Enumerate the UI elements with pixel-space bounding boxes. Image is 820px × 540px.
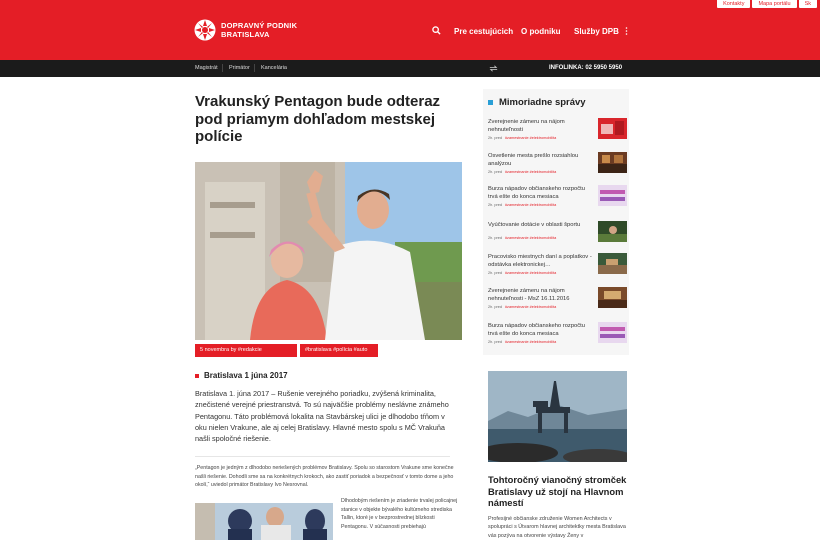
dateline-text: Bratislava 1 júna 2017 — [204, 371, 288, 380]
logo-line-1: DOPRAVNÝ PODNIK — [221, 21, 298, 30]
news-item-meta: 2h. pred #zamestnanie #elektromobilita — [488, 271, 557, 275]
article-main-photo — [195, 162, 462, 340]
breadcrumb-item-primator[interactable]: Primátor — [229, 65, 250, 71]
main-nav — [0, 24, 820, 38]
nav-item-services[interactable]: Služby DPB — [574, 27, 619, 36]
news-item[interactable] — [488, 221, 628, 251]
news-item-title[interactable]: Zverejnenie zámeru na nájom nehnuteľnosti — [488, 119, 565, 134]
article-inline-photo — [195, 503, 333, 540]
search-icon[interactable] — [432, 26, 441, 35]
news-item-title[interactable]: Zverejnenie zámeru na nájom nehnuteľnosti - MsZ 16.11.2016 — [488, 288, 570, 303]
news-item-title[interactable]: Vyúčtovanie dotácie v oblasti športu — [488, 222, 581, 228]
news-item-meta: 2h. pred #zamestnanie #elektromobilita — [488, 170, 557, 174]
article-category-tags[interactable]: #bratislava #polícia #auto #služby — [300, 344, 378, 357]
heading-marker — [488, 100, 493, 105]
article-dateline — [195, 371, 288, 380]
divider — [195, 456, 450, 457]
breadcrumb-bar — [0, 60, 820, 77]
infoline-phone[interactable]: INFOLINKA: 02 5950 5950 — [549, 65, 623, 71]
nav-item-passengers[interactable]: Pre cestujúcich — [454, 27, 514, 36]
news-item-thumbnail[interactable] — [598, 287, 627, 308]
news-item[interactable] — [488, 152, 628, 182]
news-item[interactable] — [488, 287, 628, 317]
top-links — [717, 0, 817, 8]
news-item[interactable] — [488, 118, 628, 148]
top-link-contacts[interactable]: Kontakty — [717, 0, 750, 8]
nav-item-about[interactable]: O podniku — [521, 27, 561, 36]
article-body-text: Dlhodobým riešením je zriadenie trvalej policajnej stanice v objekte bývalého kultúrneho strediska Tallin, ktoré je v bezprostrednej blízkosti Pentagonu. V súčasnosti prebiehajú — [341, 498, 458, 530]
article-lead: Bratislava 1. júna 2017 – Rušenie verejného poriadku, zvýšená kriminalita, znečistené verejné priestranstvá. To sú najväčšie problémy neslávne známeho Pentagonu. Táto problémová lokalita na Stavbárskej ulici je dlhodobo tŕňom v oku nielen Vrakune, ale aj celej Bratislavy. Hlavné mesto spolu s MČ Vrakuňa našli spoločné riešenie. — [195, 389, 449, 444]
news-item-title[interactable]: Burza nápadov občianskeho rozpočtu trvá ešte do konca mesiaca — [488, 323, 586, 338]
news-item[interactable] — [488, 185, 628, 215]
breadcrumb-item-magistrat[interactable]: Magistrát — [195, 65, 218, 71]
breadcrumb-item-kancelaria[interactable]: Kancelária — [261, 65, 287, 71]
article-quote: „Pentagon je jedným z dlhodobo neriešených problémov Bratislavy. Spolu so starostom Vrakune sme konečne našli riešenie. Dohodli sme sa na konkrétnych krokoch, ako zastiť poriadok a bezpečnosť v tomto dome a jeho okolí,“ uviedol primátor Bratislavy Ivo Nesrovnal. — [195, 465, 454, 488]
sidebar-heading-text: Mimoriadne správy — [499, 97, 586, 108]
article-title: Vrakunský Pentagon bude odteraz pod priamym dohľadom mestskej polície — [195, 93, 441, 145]
swap-arrows-icon[interactable] — [488, 63, 499, 74]
breadcrumb-separator — [254, 64, 255, 72]
news-item-thumbnail[interactable] — [598, 253, 627, 274]
featured-text: Profesijné občianske združenie Women Architects v spolupráci s Útvarom hlavnej architektky mesta Bratislava vás pozýva na otvorenie výstavy Ženy v — [488, 516, 626, 539]
news-item-title[interactable]: Osvetlenie mesta prešlo rozsiahlou analýzou — [488, 153, 579, 168]
news-item-meta: 2h. pred #zamestnanie #elektromobilita — [488, 236, 557, 240]
news-item-thumbnail[interactable] — [598, 152, 627, 173]
article-author-tag[interactable]: 5 novembra by #redakcie — [195, 344, 297, 357]
news-item-thumbnail[interactable] — [598, 322, 627, 343]
more-menu-icon[interactable] — [625, 27, 628, 35]
news-item-title[interactable]: Pracovisko miestnych daní a poplatkov - odstávka elektronickej… — [488, 254, 592, 269]
featured-photo[interactable] — [488, 371, 627, 462]
top-link-language[interactable]: Sk — [799, 0, 817, 8]
breadcrumb-separator — [222, 64, 223, 72]
news-item-meta: 2h. pred #zamestnanie #elektromobilita — [488, 305, 557, 309]
dateline-marker — [195, 374, 199, 378]
news-item[interactable] — [488, 322, 628, 352]
top-link-sitemap[interactable]: Mapa portálu — [752, 0, 796, 8]
news-item-meta: 2h. pred #zamestnanie #elektromobilita — [488, 136, 557, 140]
header-bar — [0, 0, 820, 60]
news-item[interactable] — [488, 253, 628, 283]
news-item-meta: 2h. pred #zamestnanie #elektromobilita — [488, 203, 557, 207]
news-item-thumbnail[interactable] — [598, 118, 627, 139]
logo-line-2: BRATISLAVA — [221, 30, 270, 39]
news-item-thumbnail[interactable] — [598, 221, 627, 242]
news-item-thumbnail[interactable] — [598, 185, 627, 206]
sidebar-heading — [488, 97, 586, 108]
featured-title[interactable]: Tohtoročný vianočný stromček Bratislavy už stojí na Hlavnom námestí — [488, 474, 627, 508]
news-item-meta: 2h. pred #zamestnanie #elektromobilita — [488, 340, 557, 344]
news-item-title[interactable]: Burza nápadov občianskeho rozpočtu trvá ešte do konca mesiaca — [488, 186, 586, 201]
